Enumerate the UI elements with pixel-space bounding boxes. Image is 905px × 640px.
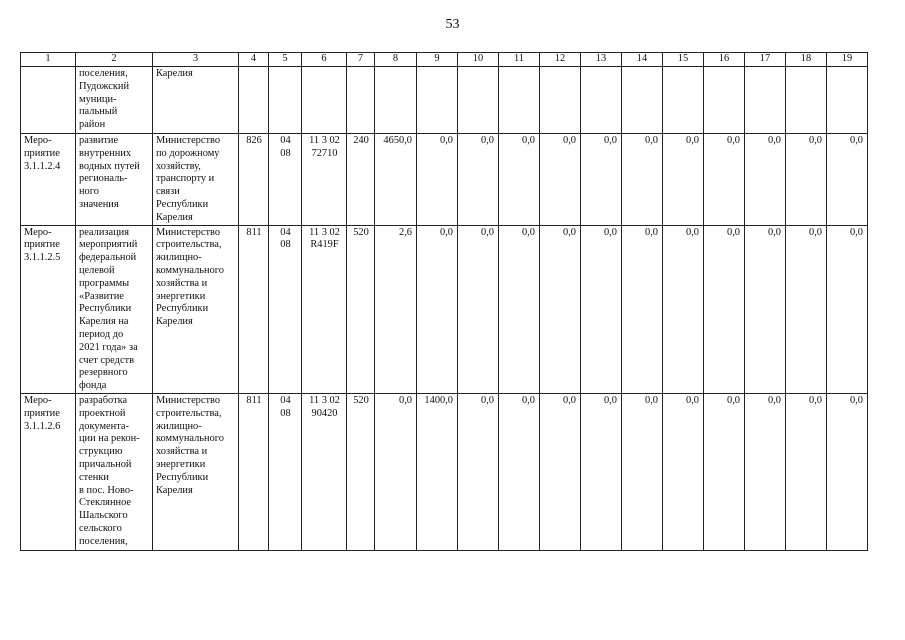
rzpr-cell: 04 08 [269, 134, 302, 226]
value-cell: 0,0 [458, 225, 499, 393]
value-cell: 1400,0 [417, 393, 458, 550]
value-cell [663, 67, 704, 134]
name-cell: разработка проектной документа- ции на рекон- струкцию причальной стенки в пос. Ново- Стеклянное Шальского сельского поселения, [76, 393, 153, 550]
grbs-cell [239, 67, 269, 134]
value-cell: 0,0 [663, 225, 704, 393]
value-cell: 0,0 [786, 225, 827, 393]
table-body [21, 67, 868, 551]
csr-cell [302, 67, 347, 134]
column-header: 1 [21, 53, 76, 67]
table-row [21, 393, 868, 550]
value-cell: 0,0 [704, 225, 745, 393]
table-row [21, 134, 868, 226]
value-cell: 0,0 [458, 393, 499, 550]
column-header: 7 [347, 53, 375, 67]
value-cell: 0,0 [540, 225, 581, 393]
value-cell [581, 67, 622, 134]
column-header: 3 [153, 53, 239, 67]
vr-cell: 240 [347, 134, 375, 226]
column-header: 4 [239, 53, 269, 67]
column-header: 10 [458, 53, 499, 67]
executor-cell: Министерство строительства, жилищно- коммунального хозяйства и энергетики Республики Карелия [153, 393, 239, 550]
column-header: 8 [375, 53, 417, 67]
column-header: 5 [269, 53, 302, 67]
value-cell: 0,0 [786, 134, 827, 226]
value-cell: 0,0 [540, 134, 581, 226]
table-row [21, 67, 868, 134]
value-cell: 0,0 [827, 393, 868, 550]
vr-cell: 520 [347, 393, 375, 550]
value-cell: 2,6 [375, 225, 417, 393]
executor-cell: Министерство по дорожному хозяйству, транспорту и связи Республики Карелия [153, 134, 239, 226]
value-cell: 0,0 [375, 393, 417, 550]
value-cell [827, 67, 868, 134]
column-header: 16 [704, 53, 745, 67]
name-cell: поселения, Пудожский муници- пальный район [76, 67, 153, 134]
column-header: 11 [499, 53, 540, 67]
csr-cell: 11 3 02 90420 [302, 393, 347, 550]
measure-cell: Меро- приятие 3.1.1.2.6 [21, 393, 76, 550]
value-cell: 0,0 [745, 225, 786, 393]
measure-cell: Меро- приятие 3.1.1.2.4 [21, 134, 76, 226]
table-row [21, 225, 868, 393]
value-cell: 0,0 [622, 225, 663, 393]
measure-cell [21, 67, 76, 134]
value-cell: 0,0 [745, 134, 786, 226]
header-row [21, 53, 868, 67]
value-cell: 0,0 [663, 134, 704, 226]
vr-cell [347, 67, 375, 134]
column-header: 14 [622, 53, 663, 67]
value-cell [704, 67, 745, 134]
csr-cell: 11 3 02 R419F [302, 225, 347, 393]
column-header: 17 [745, 53, 786, 67]
value-cell: 0,0 [622, 134, 663, 226]
value-cell: 0,0 [417, 134, 458, 226]
value-cell: 0,0 [827, 134, 868, 226]
value-cell: 0,0 [663, 393, 704, 550]
value-cell: 0,0 [499, 393, 540, 550]
column-header: 6 [302, 53, 347, 67]
value-cell: 0,0 [786, 393, 827, 550]
value-cell: 4650,0 [375, 134, 417, 226]
name-cell: развитие внутренних водных путей региональ- ного значения [76, 134, 153, 226]
grbs-cell: 811 [239, 393, 269, 550]
budget-table [20, 52, 868, 551]
rzpr-cell: 04 08 [269, 393, 302, 550]
value-cell [417, 67, 458, 134]
value-cell: 0,0 [581, 393, 622, 550]
value-cell: 0,0 [540, 393, 581, 550]
value-cell: 0,0 [417, 225, 458, 393]
value-cell [458, 67, 499, 134]
value-cell: 0,0 [745, 393, 786, 550]
column-header: 18 [786, 53, 827, 67]
column-header: 13 [581, 53, 622, 67]
rzpr-cell [269, 67, 302, 134]
value-cell [375, 67, 417, 134]
value-cell: 0,0 [704, 134, 745, 226]
measure-cell: Меро- приятие 3.1.1.2.5 [21, 225, 76, 393]
executor-cell: Карелия [153, 67, 239, 134]
rzpr-cell: 04 08 [269, 225, 302, 393]
name-cell: реализация мероприятий федеральной целевой программы «Развитие Республики Карелия на период до 2021 года» за счет средств резервного фонда [76, 225, 153, 393]
value-cell: 0,0 [499, 134, 540, 226]
value-cell: 0,0 [622, 393, 663, 550]
grbs-cell: 826 [239, 134, 269, 226]
column-header: 15 [663, 53, 704, 67]
value-cell: 0,0 [581, 134, 622, 226]
value-cell: 0,0 [458, 134, 499, 226]
page-number: 53 [445, 17, 460, 32]
value-cell: 0,0 [499, 225, 540, 393]
value-cell: 0,0 [581, 225, 622, 393]
column-header: 2 [76, 53, 153, 67]
value-cell [540, 67, 581, 134]
vr-cell: 520 [347, 225, 375, 393]
csr-cell: 11 3 02 72710 [302, 134, 347, 226]
grbs-cell: 811 [239, 225, 269, 393]
value-cell [745, 67, 786, 134]
column-header: 9 [417, 53, 458, 67]
value-cell: 0,0 [704, 393, 745, 550]
value-cell: 0,0 [827, 225, 868, 393]
value-cell [786, 67, 827, 134]
column-header: 19 [827, 53, 868, 67]
value-cell [499, 67, 540, 134]
column-header: 12 [540, 53, 581, 67]
value-cell [622, 67, 663, 134]
executor-cell: Министерство строительства, жилищно- коммунального хозяйства и энергетики Республики Карелия [153, 225, 239, 393]
